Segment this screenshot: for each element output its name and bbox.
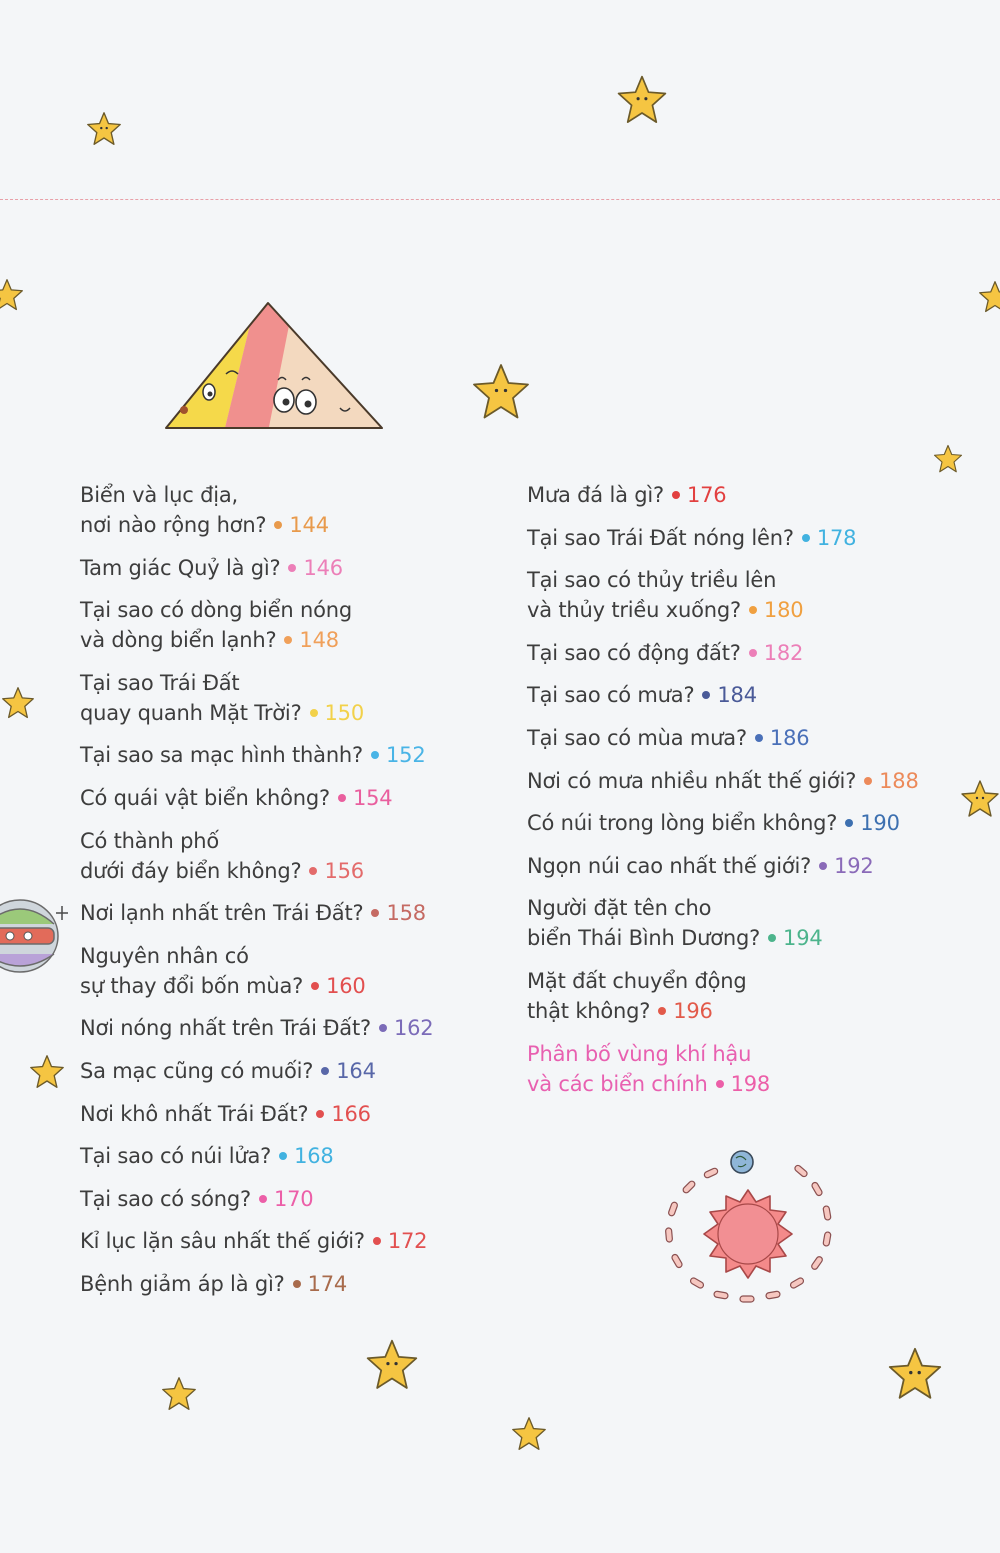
bullet-dot-icon bbox=[279, 1152, 287, 1160]
toc-entry[interactable] bbox=[527, 523, 967, 553]
toc-entry-title-line bbox=[80, 480, 510, 510]
toc-entry[interactable] bbox=[80, 595, 510, 655]
toc-entry-title-line bbox=[527, 480, 967, 510]
toc-entry-title-line bbox=[527, 638, 967, 668]
toc-entry-title-line bbox=[80, 740, 510, 770]
toc-entry-title-line bbox=[80, 898, 510, 928]
star-icon bbox=[364, 1338, 420, 1392]
toc-entry[interactable] bbox=[80, 898, 510, 928]
star-icon bbox=[932, 444, 964, 474]
toc-entry[interactable] bbox=[527, 808, 967, 838]
star-icon bbox=[510, 1416, 548, 1452]
toc-entry-title-line bbox=[527, 1069, 967, 1099]
bullet-dot-icon bbox=[672, 491, 680, 499]
toc-entry[interactable] bbox=[80, 941, 510, 1001]
toc-entry-title: Mặt đất chuyển động bbox=[527, 968, 747, 993]
toc-entry-title: Có quái vật biển không? bbox=[80, 785, 330, 810]
toc-entry-title-line bbox=[527, 1039, 967, 1069]
toc-page-number: 186 bbox=[769, 725, 810, 750]
toc-entry-title: Tại sao có sóng? bbox=[80, 1186, 251, 1211]
toc-page-number: 168 bbox=[294, 1144, 334, 1169]
toc-entry-title-line bbox=[80, 1141, 510, 1171]
toc-page-number: 194 bbox=[783, 926, 823, 951]
bullet-dot-icon bbox=[274, 521, 282, 529]
toc-page-number: 192 bbox=[834, 853, 874, 878]
toc-entry-title: Tại sao Trái Đất bbox=[80, 670, 240, 695]
toc-page-number: 166 bbox=[331, 1101, 371, 1126]
toc-page-number: 156 bbox=[324, 858, 364, 883]
toc-page-number: 188 bbox=[879, 768, 919, 793]
toc-entry[interactable] bbox=[527, 851, 967, 881]
toc-entry-title-line bbox=[80, 668, 510, 698]
toc-entry-title: Bệnh giảm áp là gì? bbox=[80, 1271, 285, 1296]
toc-page-number: 162 bbox=[393, 1016, 434, 1041]
toc-page-number: 172 bbox=[387, 1229, 428, 1254]
bullet-dot-icon bbox=[716, 1080, 724, 1088]
bullet-dot-icon bbox=[373, 1237, 381, 1245]
toc-entry[interactable] bbox=[527, 638, 967, 668]
toc-entry[interactable] bbox=[80, 668, 510, 728]
toc-page-number: 174 bbox=[307, 1271, 348, 1296]
toc-entry-title-line bbox=[80, 595, 510, 625]
star-icon bbox=[0, 278, 24, 312]
toc-entry-title-line bbox=[527, 595, 967, 625]
toc-entry[interactable] bbox=[527, 480, 967, 510]
bullet-dot-icon bbox=[259, 1195, 267, 1203]
toc-column-right bbox=[527, 480, 967, 1111]
bullet-dot-icon bbox=[311, 982, 319, 990]
toc-page-number: 144 bbox=[289, 513, 329, 537]
star-icon bbox=[470, 362, 532, 422]
toc-entry-title-line bbox=[80, 1056, 510, 1086]
toc-entry-title: Biển và lục địa, bbox=[80, 483, 238, 507]
toc-entry-title-line bbox=[80, 783, 510, 813]
toc-entry-title: và các biển chính bbox=[527, 1071, 708, 1096]
toc-page-number: 180 bbox=[763, 598, 804, 623]
toc-entry-title: Tại sao Trái Đất nóng lên? bbox=[527, 525, 794, 550]
toc-entry-title-line bbox=[527, 966, 967, 996]
star-icon bbox=[978, 280, 1000, 314]
toc-entry-title-line bbox=[527, 523, 967, 553]
toc-entry[interactable] bbox=[80, 826, 510, 886]
toc-entry-title: và dòng biển lạnh? bbox=[80, 628, 277, 653]
star-icon bbox=[86, 111, 122, 147]
toc-entry-title: Tại sao có động đất? bbox=[527, 640, 741, 665]
toc-entry-title: Tại sao sa mạc hình thành? bbox=[80, 743, 363, 768]
toc-entry-title: Tại sao có thủy triều lên bbox=[527, 568, 777, 593]
toc-entry-title: thật không? bbox=[527, 998, 651, 1023]
bullet-dot-icon bbox=[338, 794, 346, 802]
toc-page-number: 158 bbox=[386, 901, 426, 926]
toc-entry[interactable] bbox=[80, 480, 510, 540]
sun-orbit-illustration bbox=[656, 1142, 846, 1318]
toc-page-number: 176 bbox=[686, 483, 727, 507]
toc-entry-title-line bbox=[80, 1099, 510, 1129]
toc-page-number: 148 bbox=[299, 628, 339, 653]
toc-page-number: 178 bbox=[816, 525, 857, 550]
toc-entry-title-line bbox=[80, 625, 510, 655]
toc-entry-title: quay quanh Mặt Trời? bbox=[80, 700, 302, 725]
bullet-dot-icon bbox=[309, 867, 317, 875]
toc-entry-title-line bbox=[80, 941, 510, 971]
toc-entry-title: Ngọn núi cao nhất thế giới? bbox=[527, 853, 812, 878]
bullet-dot-icon bbox=[371, 751, 379, 759]
bullet-dot-icon bbox=[379, 1024, 387, 1032]
toc-page-number: 198 bbox=[730, 1071, 771, 1096]
toc-entry-title: Tam giác Quỷ là gì? bbox=[80, 555, 281, 580]
toc-entry-title: Có thành phố bbox=[80, 828, 219, 853]
toc-entry-title: Có núi trong lòng biển không? bbox=[527, 811, 838, 836]
toc-entry-title: Sa mạc cũng có muối? bbox=[80, 1058, 314, 1083]
toc-entry[interactable] bbox=[80, 783, 510, 813]
toc-entry-title: Nguyên nhân có bbox=[80, 943, 249, 968]
toc-entry[interactable] bbox=[527, 766, 967, 796]
toc-page-number: 196 bbox=[673, 998, 713, 1023]
toc-entry[interactable] bbox=[80, 1269, 510, 1299]
toc-entry-title: Nơi có mưa nhiều nhất thế giới? bbox=[527, 768, 857, 793]
toc-entry-title-line bbox=[80, 1013, 510, 1043]
bullet-dot-icon bbox=[802, 534, 810, 542]
toc-entry-title-line bbox=[80, 1184, 510, 1214]
triangle-characters-illustration bbox=[164, 300, 386, 432]
toc-entry-title: Tại sao có mùa mưa? bbox=[527, 725, 747, 750]
toc-entry[interactable] bbox=[80, 1184, 510, 1214]
bullet-dot-icon bbox=[310, 709, 318, 717]
bullet-dot-icon bbox=[755, 734, 763, 742]
toc-entry-title: Tại sao có mưa? bbox=[527, 683, 695, 708]
toc-page-number: 150 bbox=[324, 700, 364, 725]
bullet-dot-icon bbox=[284, 636, 292, 644]
toc-entry-title: Người đặt tên cho bbox=[527, 896, 712, 921]
toc-entry[interactable] bbox=[80, 553, 510, 583]
bullet-dot-icon bbox=[864, 777, 872, 785]
toc-page-number: 164 bbox=[336, 1058, 376, 1083]
toc-entry[interactable] bbox=[527, 966, 967, 1026]
star-icon bbox=[28, 1054, 66, 1090]
toc-entry-title-line bbox=[527, 766, 967, 796]
star-icon bbox=[160, 1376, 198, 1412]
toc-entry[interactable] bbox=[527, 723, 967, 753]
toc-entry-title-line bbox=[527, 723, 967, 753]
toc-page-number: 184 bbox=[717, 683, 757, 708]
star-icon bbox=[0, 686, 36, 720]
toc-page-number: 152 bbox=[386, 743, 426, 768]
toc-entry-title: Nơi lạnh nhất trên Trái Đất? bbox=[80, 901, 364, 926]
toc-entry-title-line bbox=[527, 680, 967, 710]
toc-entry-title-line bbox=[80, 971, 510, 1001]
toc-entry-title: Nơi nóng nhất trên Trái Đất? bbox=[80, 1016, 371, 1041]
toc-entry-title-line bbox=[527, 851, 967, 881]
toc-entry[interactable] bbox=[527, 1039, 967, 1099]
toc-entry-title-line bbox=[80, 553, 510, 583]
toc-entry-title-line bbox=[80, 1269, 510, 1299]
toc-entry[interactable] bbox=[527, 680, 967, 710]
toc-entry-title: biển Thái Bình Dương? bbox=[527, 926, 761, 951]
toc-page-number: 190 bbox=[860, 811, 900, 836]
toc-page-number: 182 bbox=[763, 640, 804, 665]
bullet-dot-icon bbox=[702, 691, 710, 699]
toc-entry-title-line bbox=[80, 826, 510, 856]
toc-entry-title-line bbox=[80, 856, 510, 886]
bullet-dot-icon bbox=[749, 649, 757, 657]
toc-entry-title: Mưa đá là gì? bbox=[527, 483, 664, 507]
bullet-dot-icon bbox=[371, 909, 379, 917]
toc-entry-title-line bbox=[80, 698, 510, 728]
toc-page-number: 146 bbox=[303, 555, 343, 580]
bullet-dot-icon bbox=[749, 606, 757, 614]
toc-page-number: 160 bbox=[326, 973, 366, 998]
toc-entry-title: nơi nào rộng hơn? bbox=[80, 513, 267, 537]
toc-page-number: 154 bbox=[352, 785, 393, 810]
bullet-dot-icon bbox=[293, 1280, 301, 1288]
toc-entry-title-line bbox=[527, 565, 967, 595]
toc-entry-title: và thủy triều xuống? bbox=[527, 598, 741, 623]
star-icon bbox=[886, 1346, 944, 1402]
toc-entry-title-line bbox=[80, 1226, 510, 1256]
toc-entry-title: sự thay đổi bốn mùa? bbox=[80, 973, 304, 998]
dashed-divider bbox=[0, 199, 1000, 200]
toc-entry[interactable] bbox=[80, 1056, 510, 1086]
toc-column-left bbox=[80, 480, 510, 1312]
toc-page-number: 170 bbox=[273, 1186, 314, 1211]
star-icon bbox=[614, 74, 670, 126]
ufo-illustration bbox=[0, 894, 70, 990]
bullet-dot-icon bbox=[321, 1067, 329, 1075]
toc-entry[interactable] bbox=[80, 1226, 510, 1256]
toc-entry[interactable] bbox=[527, 565, 967, 625]
toc-entry-title: Nơi khô nhất Trái Đất? bbox=[80, 1101, 309, 1126]
toc-entry[interactable] bbox=[80, 1013, 510, 1043]
bullet-dot-icon bbox=[288, 564, 296, 572]
toc-entry-title-line bbox=[80, 510, 510, 540]
toc-entry-title: Tại sao có dòng biển nóng bbox=[80, 598, 352, 623]
toc-entry-title: Phân bố vùng khí hậu bbox=[527, 1041, 752, 1066]
toc-entry-title: Kỉ lục lặn sâu nhất thế giới? bbox=[80, 1229, 365, 1254]
bullet-dot-icon bbox=[819, 862, 827, 870]
toc-entry-title-line bbox=[527, 808, 967, 838]
toc-entry[interactable] bbox=[80, 1099, 510, 1129]
bullet-dot-icon bbox=[658, 1007, 666, 1015]
bullet-dot-icon bbox=[316, 1110, 324, 1118]
toc-entry-title: dưới đáy biển không? bbox=[80, 858, 302, 883]
toc-entry-title-line bbox=[527, 893, 967, 923]
toc-entry-title: Tại sao có núi lửa? bbox=[80, 1144, 272, 1169]
bullet-dot-icon bbox=[768, 934, 776, 942]
toc-entry[interactable] bbox=[527, 893, 967, 953]
toc-entry-title-line bbox=[527, 923, 967, 953]
toc-entry-title-line bbox=[527, 996, 967, 1026]
bullet-dot-icon bbox=[845, 819, 853, 827]
toc-entry[interactable] bbox=[80, 740, 510, 770]
toc-entry[interactable] bbox=[80, 1141, 510, 1171]
